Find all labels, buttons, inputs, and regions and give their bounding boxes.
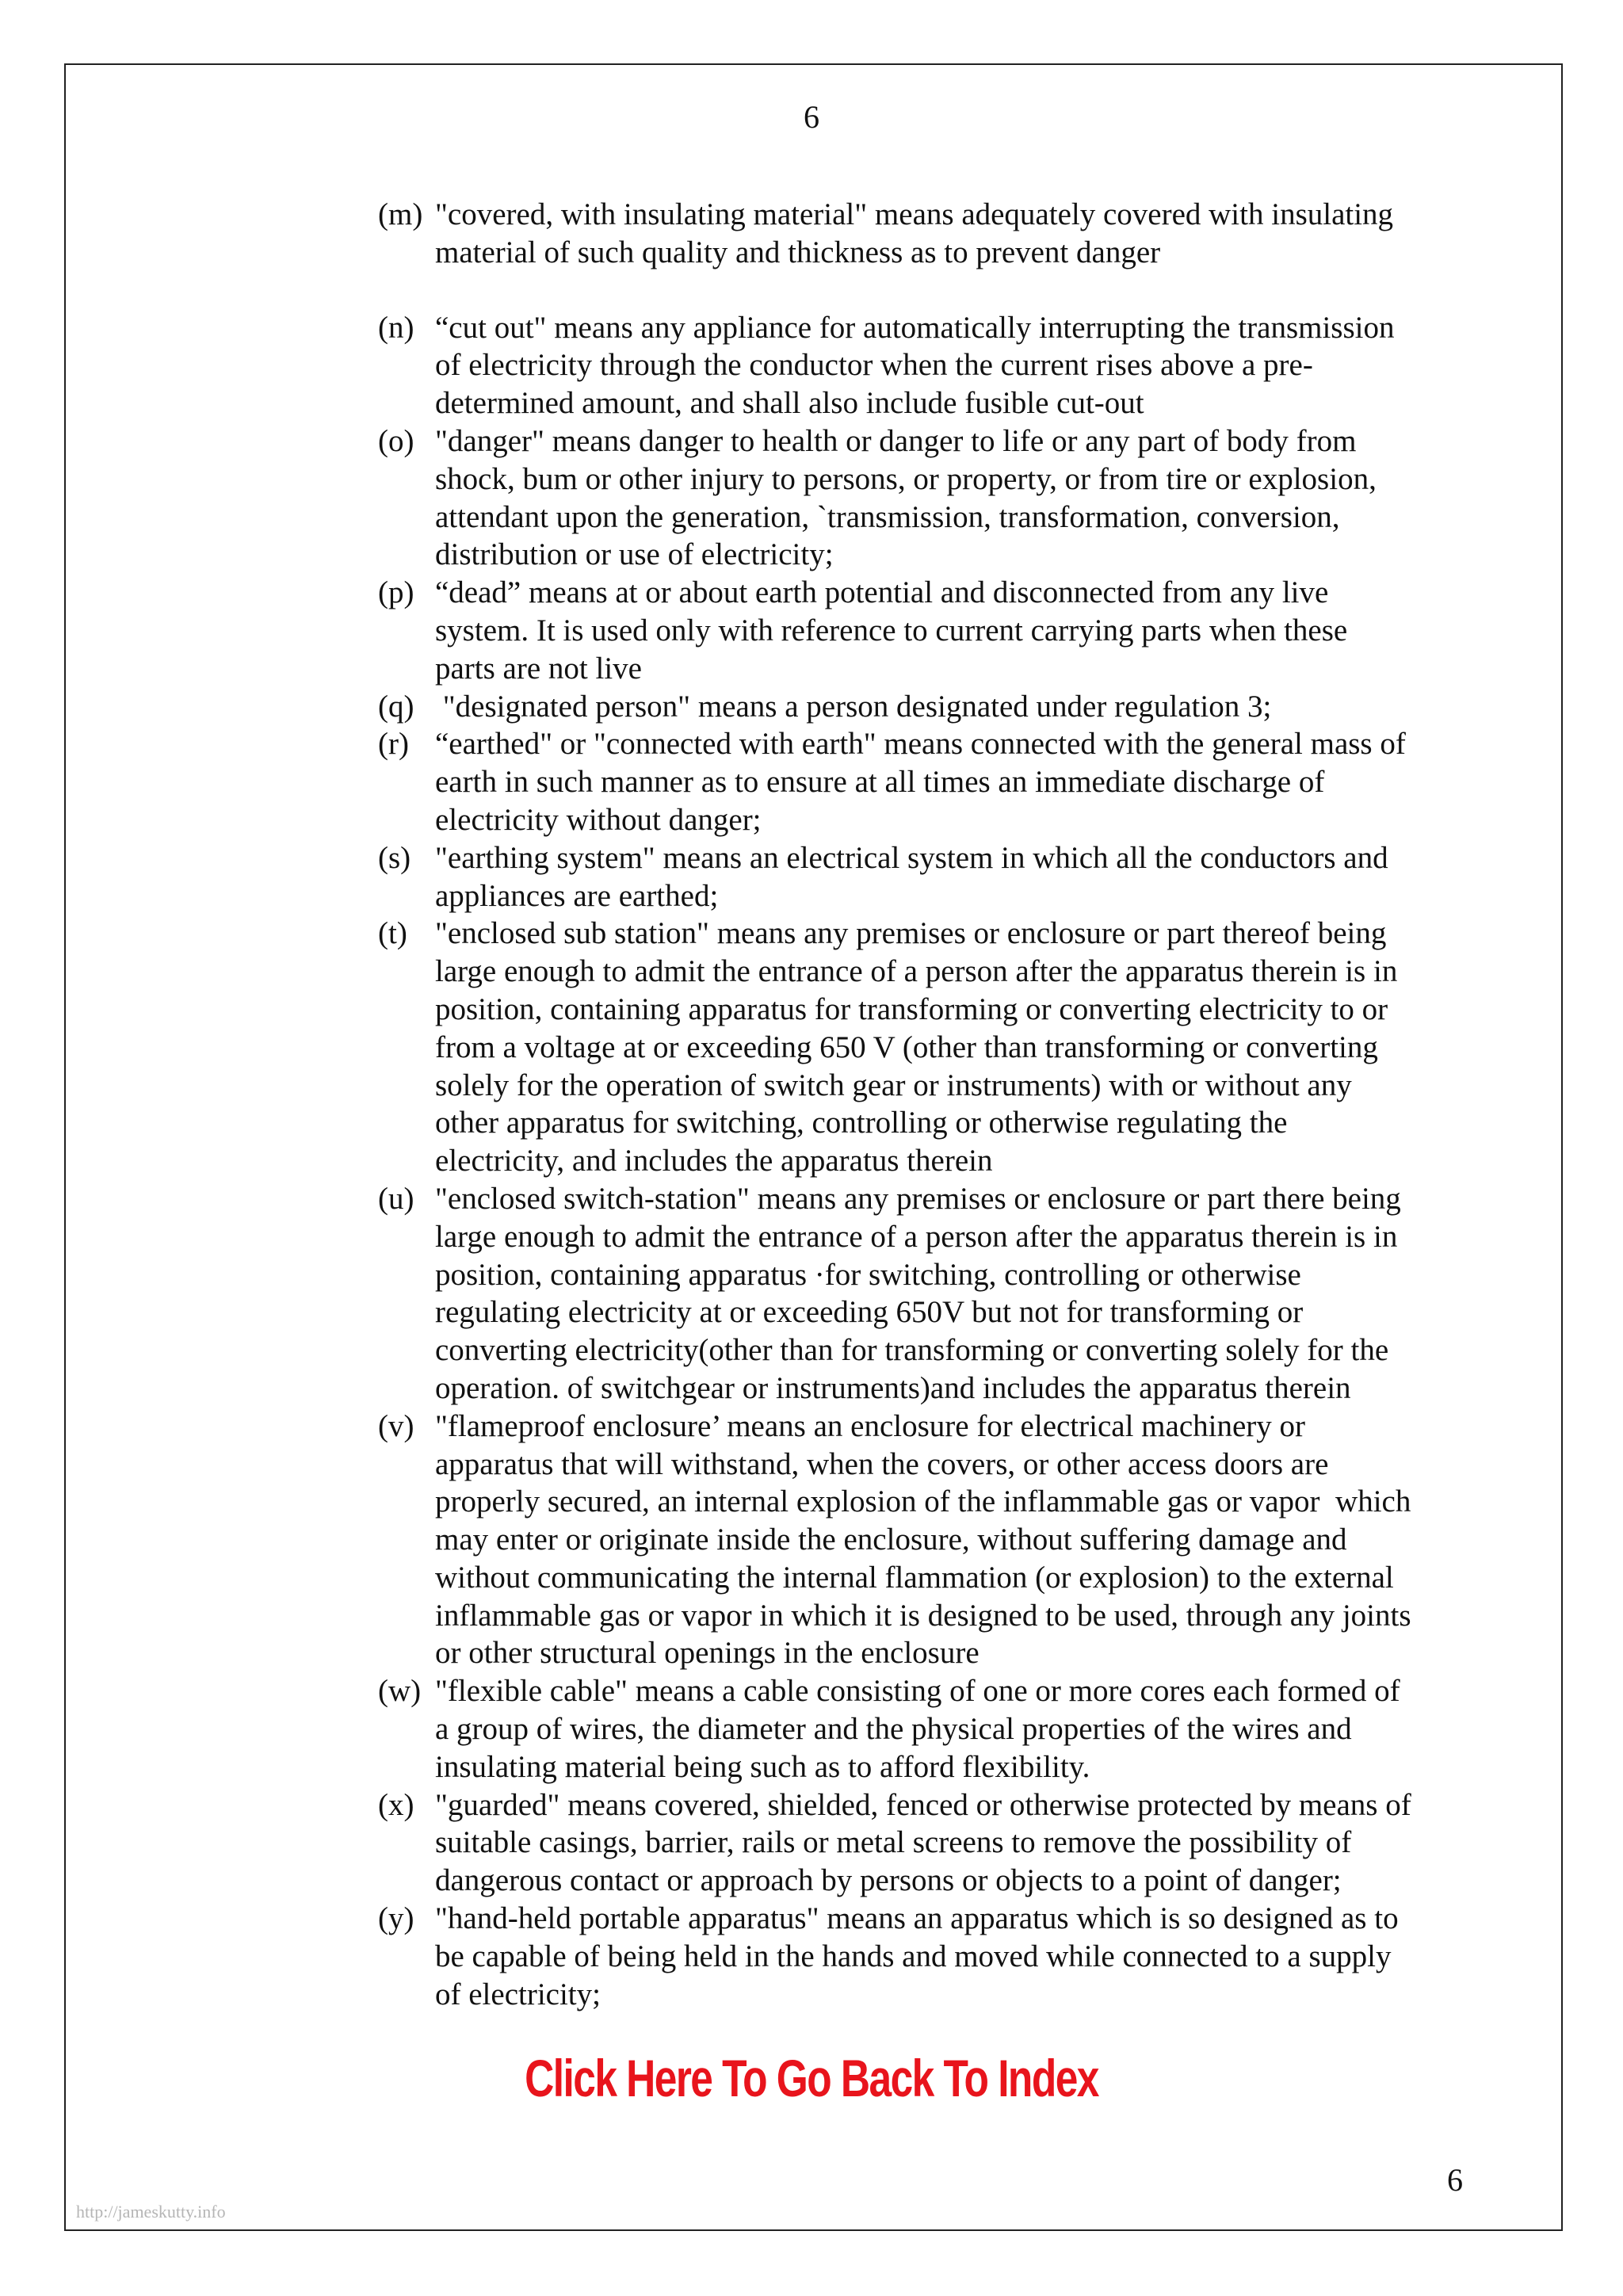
definition-item-x xyxy=(378,1786,1487,1900)
definition-item-o xyxy=(378,422,1487,574)
page-number-top: 6 xyxy=(804,99,819,135)
definition-text: "designated person" means a person designated under regulation 3; xyxy=(435,689,1272,724)
definition-item-w xyxy=(378,1672,1487,1786)
definition-item-p xyxy=(378,574,1487,687)
definition-text: "covered, with insulating material" means adequately covered with insulating material of such quality and thickness as to prevent danger xyxy=(435,197,1394,269)
definition-text: "hand-held portable apparatus" means an apparatus which is so designed as to be capable of being held in the hands and moved while connected to a supply of electricity; xyxy=(435,1901,1399,2011)
definition-label: (v) xyxy=(378,1408,414,1443)
definition-label: (m) xyxy=(378,197,423,231)
definition-label: (y) xyxy=(378,1901,414,1936)
definition-item-q xyxy=(378,688,1487,726)
site-url-watermark: http://jameskutty.info xyxy=(76,2202,226,2222)
definition-label: (w) xyxy=(378,1674,422,1709)
definition-label: (q) xyxy=(378,689,414,724)
definition-label: (r) xyxy=(378,727,409,762)
back-to-index-link[interactable]: Click Here To Go Back To Index xyxy=(525,2049,1098,2107)
definition-label: (u) xyxy=(378,1181,414,1216)
definition-text: "flameproof enclosure’ means an enclosure for electrical machinery or apparatus that will withstand, when the covers, or other access doors are properly secured, an internal explosion of the inflammable gas or vapor which may enter or originate inside the enclosure, without suffering damage and without communicating the internal flammation (or explosion) to the external inflammable gas or vapor in which it is designed to be used, through any joints or other structural openings in the enclosure xyxy=(435,1408,1411,1671)
definition-text: “earthed" or "connected with earth" means connected with the general mass of earth in such manner as to ensure at all times an immediate discharge of electricity without danger; xyxy=(435,727,1406,837)
definition-label: (p) xyxy=(378,575,414,610)
definition-text: "danger" means danger to health or danger to life or any part of body from shock, bum or other injury to persons, or property, or from tire or explosion, attendant upon the generation, `transmission, transformation, conversion, distribution or use of electricity; xyxy=(435,423,1377,572)
definition-label: (t) xyxy=(378,916,407,951)
definition-item-u xyxy=(378,1180,1487,1408)
definition-label: (x) xyxy=(378,1787,414,1822)
definition-item-v xyxy=(378,1408,1487,1673)
definition-item-r xyxy=(378,725,1487,839)
definition-item-n xyxy=(378,309,1487,422)
definition-text: "guarded" means covered, shielded, fenced or otherwise protected by means of suitable casings, barrier, rails or metal screens to remove the possibility of dangerous contact or approach by persons or objects to a point of danger; xyxy=(435,1787,1411,1898)
definition-item-t xyxy=(378,915,1487,1180)
definition-text: "enclosed sub station" means any premises or enclosure or part thereof being large enough to admit the entrance of a person after the apparatus therein is in position, containing apparatus for transforming or converting electricity to or from a voltage at or exceeding 650 V (other than transforming or converting solely for the operation of switch gear or instruments) with or without any other apparatus for switching, controlling or otherwise regulating the electricity, and includes the apparatus therein xyxy=(435,916,1398,1179)
definition-text: “cut out" means any appliance for automatically interrupting the transmission of electricity through the conductor when the current rises above a pre- determined amount, and shall also include fusible cut-out xyxy=(435,310,1395,421)
definition-item-s xyxy=(378,839,1487,915)
definition-text: "flexible cable" means a cable consisting of one or more cores each formed of a group of wires, the diameter and the physical properties of the wires and insulating material being such as to afford flexibility. xyxy=(435,1674,1400,1784)
definition-label: (n) xyxy=(378,310,414,345)
definition-label: (s) xyxy=(378,840,411,875)
definition-text: "enclosed switch-station" means any premises or enclosure or part there being large enough to admit the entrance of a person after the apparatus therein is in position, containing apparatus ·for switching, controlling or otherwise regulating electricity at or exceeding 650V but not for transforming or converting electricity(other than for transforming or converting solely for the operation. of switchgear or instruments)and includes the apparatus therein xyxy=(435,1181,1401,1405)
page-number-bottom: 6 xyxy=(1447,2162,1463,2198)
definition-text: "earthing system" means an electrical system in which all the conductors and appliances are earthed; xyxy=(435,840,1388,913)
definition-text: “dead” means at or about earth potential and disconnected from any live system. It is used only with reference to current carrying parts when these parts are not live xyxy=(435,575,1348,686)
definition-item-m xyxy=(378,196,1487,272)
definition-item-y xyxy=(378,1900,1487,2013)
definitions-list xyxy=(378,196,1487,2013)
definition-label: (o) xyxy=(378,423,414,458)
